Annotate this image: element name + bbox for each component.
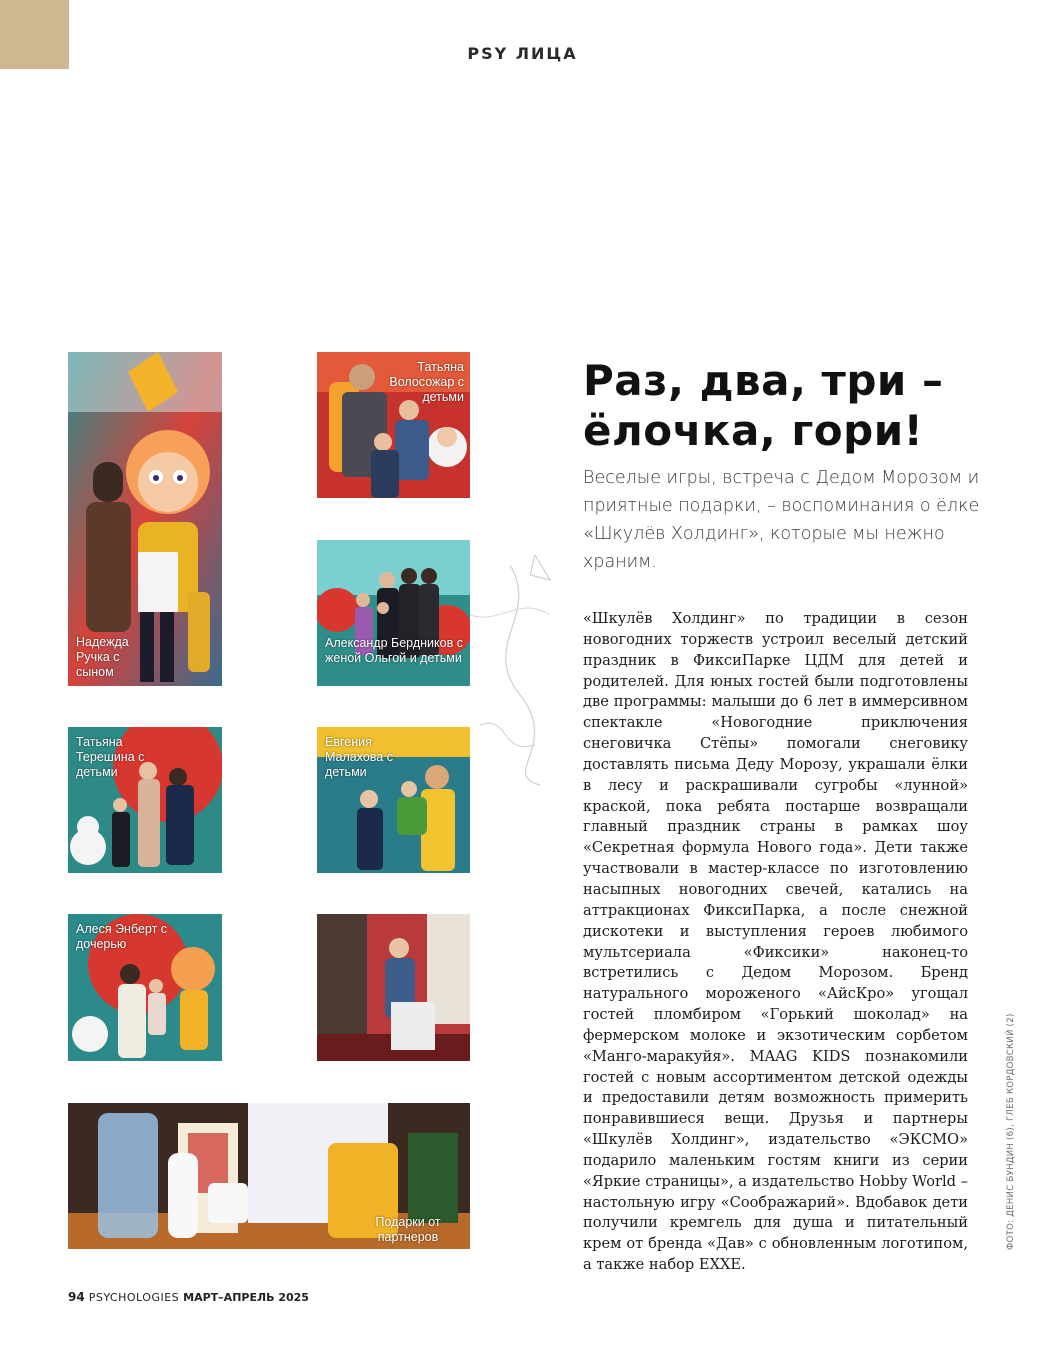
magazine-name: PSYCHOLOGIES xyxy=(88,1291,180,1304)
page-footer xyxy=(68,1290,309,1304)
floral-ornament xyxy=(440,555,580,795)
page-number: 94 xyxy=(68,1290,85,1304)
article-body: «Шкулёв Холдинг» по традиции в сезон новогодних торжеств устроил веселый детский праздник в ФиксиПарке ЦДМ для детей и родителей. Для юных гостей были подготовлены две программы: малыши до 6 лет в иммерсивном спектакле «Новогодние приключения снеговичка Стёпы» помогали снеговику доставлять письма Деду Морозу, украшали ёлки в лесу и раскрашивали сугробы «лунной» краской, пока ребята постарше возвращали главный праздник страны в рамках шоу «Секретная формула Нового года». Дети также участвовали в мастер-классе по изготовлению насыпных новогодних свечей, катались на аттракционах ФиксиПарка, а после снежной дискотеки и выступления героев любимого мультсериала «Фиксики» наконец-то встретились с Дедом Морозом. Бренд натурального мороженого «АйсКро» угощал гостей пломбиром «Горький шоколад» на фермерском молоке и экзотическим сорбетом «Манго-маракуйя». MAAG KIDS познакомили гостей с новым ассортиментом детской одежды и предоставили детям возможность примерить понравившиеся вещи. Друзья и партнеры «Шкулёв Холдинг», издательство «ЭКСМО» подарило маленьким гостям книги из серии «Яркие страницы», а издательство Hobby World – настольную игру «Соображарий». Вдобавок дети получили кремгель для душа и питательный крем от бренда «Дав» с обновленным логотипом, а также набор EXXE. xyxy=(583,610,968,1274)
photo-child-maag-kids xyxy=(317,914,470,1061)
photo-caption: Татьяна Волосожар с детьми xyxy=(389,360,464,404)
photo-credit: ФОТО: ДЕНИС БУНДИН (6), ГЛЕБ КОРДОВСКИЙ (2) xyxy=(1006,1013,1016,1250)
photo-art xyxy=(317,914,470,1061)
article-title: Раз, два, три – ёлочка, гори! xyxy=(583,356,944,455)
photo-alesya-enbert xyxy=(68,914,222,1061)
photo-partner-gifts xyxy=(68,1103,470,1249)
section-header: PSY ЛИЦА xyxy=(467,44,578,63)
photo-caption: Алеся Энберт с дочерью xyxy=(76,922,168,951)
issue-date: МАРТ–АПРЕЛЬ 2025 xyxy=(183,1291,309,1304)
photo-caption: Татьяна Терешина с детьми xyxy=(76,735,145,779)
photo-caption: Евгения Малахова с детьми xyxy=(325,735,393,779)
photo-caption: Подарки от партнеров xyxy=(375,1215,441,1244)
photo-tatyana-tereshina xyxy=(68,727,222,873)
photo-nadezhda-ruchka xyxy=(68,352,222,686)
photo-tatyana-volosozhar xyxy=(317,352,470,498)
article-lead: Веселые игры, встреча с Дедом Морозом и приятные подарки, – воспоминания о ёлке «Шкулёв Холдинг», которые мы нежно храним. xyxy=(583,468,980,572)
photo-caption: Надежда Ручка с сыном xyxy=(76,635,129,679)
photo-caption: Александр Бердников с женой Ольгой и детьми xyxy=(325,636,463,665)
